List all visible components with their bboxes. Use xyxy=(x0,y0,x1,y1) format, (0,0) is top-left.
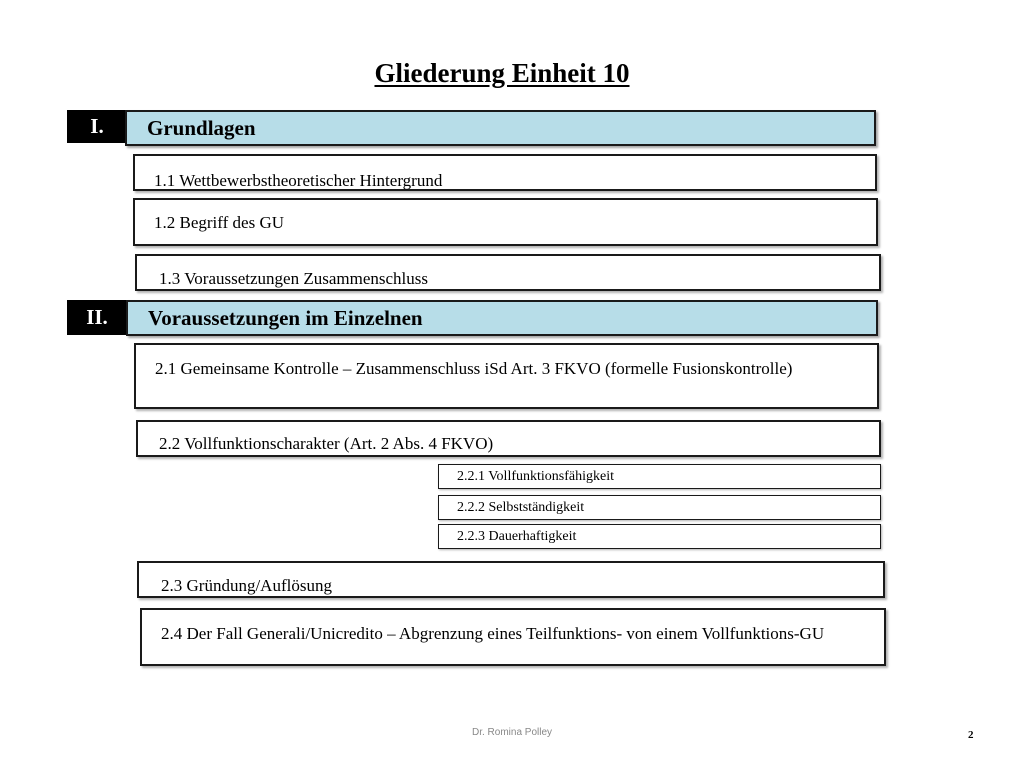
outline-item-label: 1.2 Begriff des GU xyxy=(154,213,284,232)
outline-item-1-3 xyxy=(135,254,881,291)
outline-item-2-1 xyxy=(134,343,879,409)
outline-item-label: 2.2 Vollfunktionscharakter (Art. 2 Abs. 4 FKVO) xyxy=(159,434,494,453)
outline-subitem-2-2-2: 2.2.2 Selbstständigkeit xyxy=(438,495,881,520)
outline-item-2-3 xyxy=(137,561,885,598)
outline-item-1-2 xyxy=(133,198,878,246)
outline-item-label: 1.1 Wettbewerbstheoretischer Hintergrund xyxy=(154,171,443,190)
footer-author: Dr. Romina Polley xyxy=(471,727,553,738)
outline-item-label: 1.3 Voraussetzungen Zusammenschluss xyxy=(159,269,428,288)
section-heading-1: Grundlagen xyxy=(125,110,876,146)
section-heading-2: Voraussetzungen im Einzelnen xyxy=(126,300,878,336)
outline-subitem-2-2-1: 2.2.1 Vollfunktionsfähigkeit xyxy=(438,464,881,489)
outline-item-label: 2.1 Gemeinsame Kontrolle – Zusammenschluss iSd Art. 3 FKVO (formelle Fusionskontrolle) xyxy=(155,359,793,378)
outline-item-label: 2.3 Gründung/Auflösung xyxy=(161,576,332,595)
outline-item-label: 2.4 Der Fall Generali/Unicredito – Abgrenzung eines Teilfunktions- von einem Vollfunktions-GU xyxy=(161,624,825,643)
outline-item-2-2 xyxy=(136,420,881,457)
slide-title: Gliederung Einheit 10 xyxy=(374,58,630,88)
section-number-2: II. xyxy=(67,300,127,335)
page-number: 2 xyxy=(968,729,974,741)
outline-item-2-4 xyxy=(140,608,886,666)
outline-subitem-2-2-3: 2.2.3 Dauerhaftigkeit xyxy=(438,524,881,549)
section-number-1: I. xyxy=(67,110,127,143)
outline-item-1-1 xyxy=(133,154,877,191)
